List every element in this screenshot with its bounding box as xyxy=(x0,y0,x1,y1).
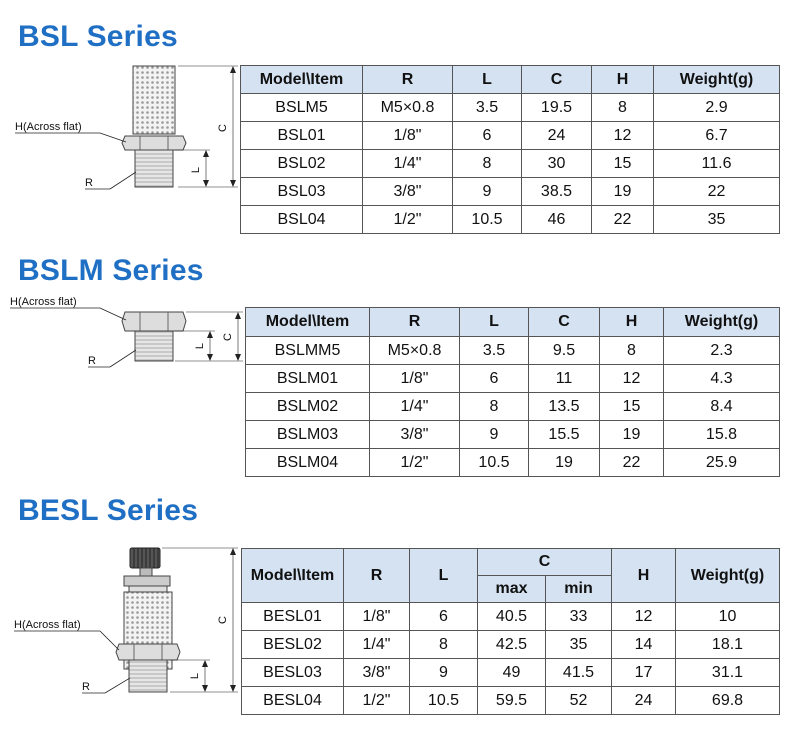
cell-r: 1/2" xyxy=(370,449,460,477)
header-weight: Weight(g) xyxy=(654,66,780,94)
cell-model: BSLM03 xyxy=(246,421,370,449)
cell-weight: 2.3 xyxy=(664,337,780,365)
table-row xyxy=(241,94,780,122)
cell-l: 3.5 xyxy=(453,94,522,122)
cell-model: BSLM02 xyxy=(246,393,370,421)
header-weight: Weight(g) xyxy=(676,549,780,603)
cell-l: 8 xyxy=(460,393,529,421)
cell-c-min: 33 xyxy=(546,603,612,631)
bsl-r-label: R xyxy=(85,177,93,189)
cell-h: 19 xyxy=(592,178,654,206)
bsl-c-label: C xyxy=(217,124,229,132)
header-weight: Weight(g) xyxy=(664,308,780,337)
table-header-row xyxy=(246,308,780,337)
cell-model: BESL03 xyxy=(242,659,344,687)
cell-model: BSL02 xyxy=(241,150,363,178)
cell-weight: 2.9 xyxy=(654,94,780,122)
table-row xyxy=(242,631,780,659)
header-c: C xyxy=(478,549,612,576)
cell-c: 46 xyxy=(522,206,592,234)
table-row xyxy=(246,421,780,449)
cell-c: 30 xyxy=(522,150,592,178)
table-row xyxy=(241,150,780,178)
header-model: Model\Item xyxy=(246,308,370,337)
cell-r: 3/8" xyxy=(363,178,453,206)
cell-h: 12 xyxy=(600,365,664,393)
cell-weight: 35 xyxy=(654,206,780,234)
cell-l: 3.5 xyxy=(460,337,529,365)
header-model: Model\Item xyxy=(241,66,363,94)
cell-r: M5×0.8 xyxy=(363,94,453,122)
cell-l: 8 xyxy=(453,150,522,178)
cell-r: 1/8" xyxy=(370,365,460,393)
cell-model: BSL01 xyxy=(241,122,363,150)
header-r: R xyxy=(370,308,460,337)
header-h: H xyxy=(600,308,664,337)
cell-weight: 18.1 xyxy=(676,631,780,659)
cell-c: 15.5 xyxy=(529,421,600,449)
cell-c: 19 xyxy=(529,449,600,477)
bslm-r-label: R xyxy=(88,355,96,367)
cell-model: BSL03 xyxy=(241,178,363,206)
cell-r: M5×0.8 xyxy=(370,337,460,365)
cell-r: 3/8" xyxy=(370,421,460,449)
cell-r: 1/4" xyxy=(370,393,460,421)
cell-model: BSL04 xyxy=(241,206,363,234)
header-h: H xyxy=(612,549,676,603)
cell-c-min: 41.5 xyxy=(546,659,612,687)
cell-c-max: 42.5 xyxy=(478,631,546,659)
cell-l: 8 xyxy=(410,631,478,659)
cell-h: 22 xyxy=(600,449,664,477)
header-l: L xyxy=(453,66,522,94)
cell-r: 1/8" xyxy=(344,603,410,631)
header-c: C xyxy=(529,308,600,337)
cell-l: 9 xyxy=(453,178,522,206)
cell-c: 24 xyxy=(522,122,592,150)
cell-c-min: 52 xyxy=(546,687,612,715)
cell-l: 6 xyxy=(460,365,529,393)
cell-c: 11 xyxy=(529,365,600,393)
bslm-c-label: C xyxy=(222,333,234,341)
besl-spec-table xyxy=(241,548,780,715)
bsl-l-label: L xyxy=(190,166,202,174)
cell-l: 9 xyxy=(460,421,529,449)
cell-l: 10.5 xyxy=(410,687,478,715)
cell-weight: 69.8 xyxy=(676,687,780,715)
bsl-spec-table xyxy=(240,65,780,234)
cell-c-min: 35 xyxy=(546,631,612,659)
besl-l-label: L xyxy=(189,672,201,680)
bslm-series-title: BSLM Series xyxy=(18,254,204,287)
cell-c: 9.5 xyxy=(529,337,600,365)
bsl-series-title: BSL Series xyxy=(18,20,178,53)
bslm-h-label: H(Across flat) xyxy=(10,296,77,308)
besl-h-label: H(Across flat) xyxy=(14,619,81,631)
cell-l: 6 xyxy=(410,603,478,631)
header-c: C xyxy=(522,66,592,94)
cell-h: 12 xyxy=(612,603,676,631)
besl-series-title: BESL Series xyxy=(18,494,199,527)
cell-h: 14 xyxy=(612,631,676,659)
cell-h: 19 xyxy=(600,421,664,449)
cell-c-max: 59.5 xyxy=(478,687,546,715)
cell-h: 17 xyxy=(612,659,676,687)
bslm-spec-table xyxy=(245,307,780,477)
bsl-diagram xyxy=(0,60,240,240)
cell-h: 22 xyxy=(592,206,654,234)
cell-model: BSLM5 xyxy=(241,94,363,122)
cell-c-max: 49 xyxy=(478,659,546,687)
header-c-min: min xyxy=(546,576,612,603)
cell-l: 10.5 xyxy=(453,206,522,234)
cell-weight: 15.8 xyxy=(664,421,780,449)
bsl-h-label: H(Across flat) xyxy=(15,121,82,133)
table-row xyxy=(242,687,780,715)
table-header-row xyxy=(242,549,780,576)
cell-r: 1/2" xyxy=(344,687,410,715)
table-row xyxy=(246,449,780,477)
cell-model: BESL01 xyxy=(242,603,344,631)
cell-h: 12 xyxy=(592,122,654,150)
cell-weight: 4.3 xyxy=(664,365,780,393)
cell-weight: 25.9 xyxy=(664,449,780,477)
cell-weight: 31.1 xyxy=(676,659,780,687)
header-c-max: max xyxy=(478,576,546,603)
cell-model: BESL04 xyxy=(242,687,344,715)
besl-r-label: R xyxy=(82,681,90,693)
besl-c-label: C xyxy=(217,616,229,624)
bslm-diagram xyxy=(0,290,245,385)
cell-model: BSLM01 xyxy=(246,365,370,393)
table-row xyxy=(241,206,780,234)
cell-weight: 6.7 xyxy=(654,122,780,150)
cell-c-max: 40.5 xyxy=(478,603,546,631)
cell-h: 15 xyxy=(592,150,654,178)
cell-h: 24 xyxy=(612,687,676,715)
table-row xyxy=(246,337,780,365)
table-row xyxy=(242,603,780,631)
cell-weight: 11.6 xyxy=(654,150,780,178)
header-r: R xyxy=(344,549,410,603)
cell-weight: 10 xyxy=(676,603,780,631)
cell-h: 8 xyxy=(600,337,664,365)
table-row xyxy=(246,393,780,421)
cell-r: 1/8" xyxy=(363,122,453,150)
cell-l: 6 xyxy=(453,122,522,150)
table-header-row xyxy=(241,66,780,94)
cell-c: 13.5 xyxy=(529,393,600,421)
header-r: R xyxy=(363,66,453,94)
cell-c: 19.5 xyxy=(522,94,592,122)
cell-weight: 22 xyxy=(654,178,780,206)
cell-r: 1/4" xyxy=(344,631,410,659)
cell-r: 1/2" xyxy=(363,206,453,234)
besl-diagram xyxy=(0,540,240,725)
cell-model: BESL02 xyxy=(242,631,344,659)
cell-h: 8 xyxy=(592,94,654,122)
header-model: Model\Item xyxy=(242,549,344,603)
cell-h: 15 xyxy=(600,393,664,421)
table-row xyxy=(246,365,780,393)
bslm-l-label: L xyxy=(194,342,206,350)
table-row xyxy=(242,659,780,687)
table-row xyxy=(241,178,780,206)
cell-model: BSLMM5 xyxy=(246,337,370,365)
cell-r: 3/8" xyxy=(344,659,410,687)
cell-weight: 8.4 xyxy=(664,393,780,421)
cell-model: BSLM04 xyxy=(246,449,370,477)
cell-l: 10.5 xyxy=(460,449,529,477)
cell-r: 1/4" xyxy=(363,150,453,178)
table-row xyxy=(241,122,780,150)
header-l: L xyxy=(460,308,529,337)
cell-l: 9 xyxy=(410,659,478,687)
header-h: H xyxy=(592,66,654,94)
header-l: L xyxy=(410,549,478,603)
cell-c: 38.5 xyxy=(522,178,592,206)
